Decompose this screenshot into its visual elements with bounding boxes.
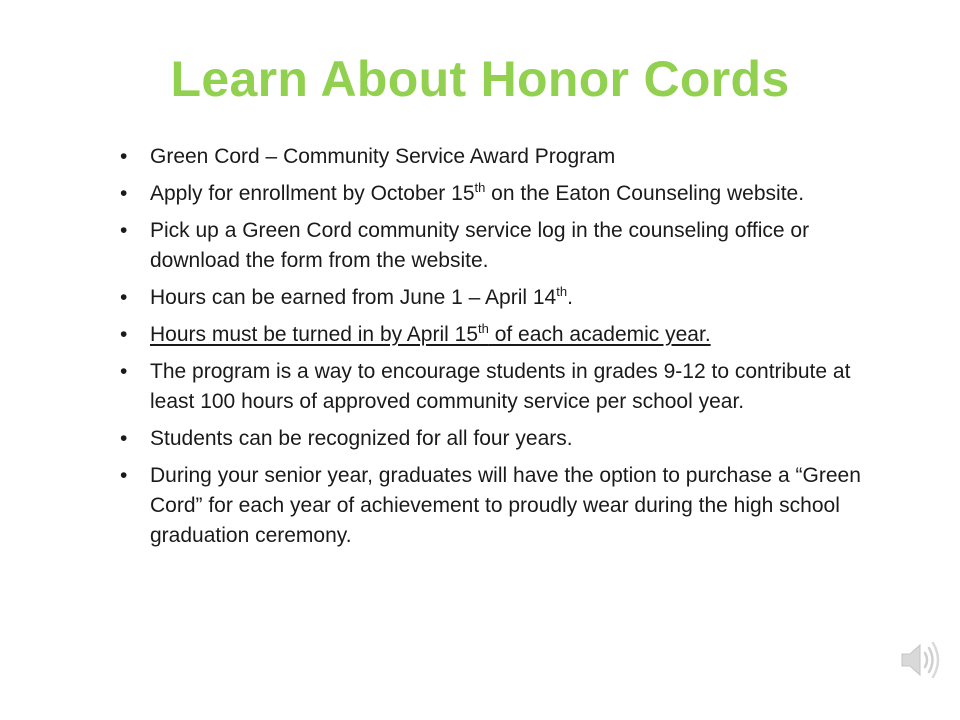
bullet-text: During your senior year, graduates will have the option to purchase a “Green Cord” for each year of achievement to proudly wear during the high school graduation ceremony.: [150, 464, 861, 547]
bullet-text: Pick up a Green Cord community service log in the counseling office or download the form from the website.: [150, 219, 810, 272]
bullet-text-after: of each academic year.: [488, 323, 711, 346]
underlined-deadline: [150, 323, 711, 346]
bullet-item: [120, 283, 870, 313]
bullet-marker: •: [120, 182, 128, 205]
bullet-text: The program is a way to encourage students in grades 9-12 to contribute at least 100 hours of approved community service per school year.: [150, 360, 851, 413]
bullet-marker: •: [120, 360, 128, 383]
speaker-icon[interactable]: [898, 638, 942, 682]
bullet-item: [120, 320, 870, 350]
ordinal-suffix: th: [474, 180, 486, 195]
bullet-item: [120, 424, 870, 454]
bullet-marker: •: [120, 323, 128, 346]
bullet-item: [120, 142, 870, 172]
bullet-marker: •: [120, 464, 128, 487]
bullet-item: [120, 216, 870, 276]
bullet-text-after: on the Eaton Counseling website.: [485, 182, 805, 205]
ordinal-suffix: th: [556, 284, 568, 299]
bullet-text-before: Hours must be turned in by April 15: [150, 323, 479, 346]
bullet-marker: •: [120, 427, 128, 450]
ordinal-suffix: th: [478, 321, 489, 336]
bullet-text-after: .: [567, 286, 573, 309]
bullet-text-before: Apply for enrollment by October 15: [150, 182, 475, 205]
bullet-marker: •: [120, 145, 128, 168]
bullet-text-before: Hours can be earned from June 1 – April 14: [150, 286, 557, 309]
bullet-text: Green Cord – Community Service Award Program: [150, 145, 616, 168]
slide-title: Learn About Honor Cords: [170, 51, 790, 107]
bullet-item: [120, 461, 870, 551]
bullet-item: [120, 357, 870, 417]
bullet-item: [120, 179, 870, 209]
bullet-text: Students can be recognized for all four years.: [150, 427, 573, 450]
bullet-marker: •: [120, 286, 128, 309]
bullet-list: [120, 142, 870, 558]
bullet-marker: •: [120, 219, 128, 242]
